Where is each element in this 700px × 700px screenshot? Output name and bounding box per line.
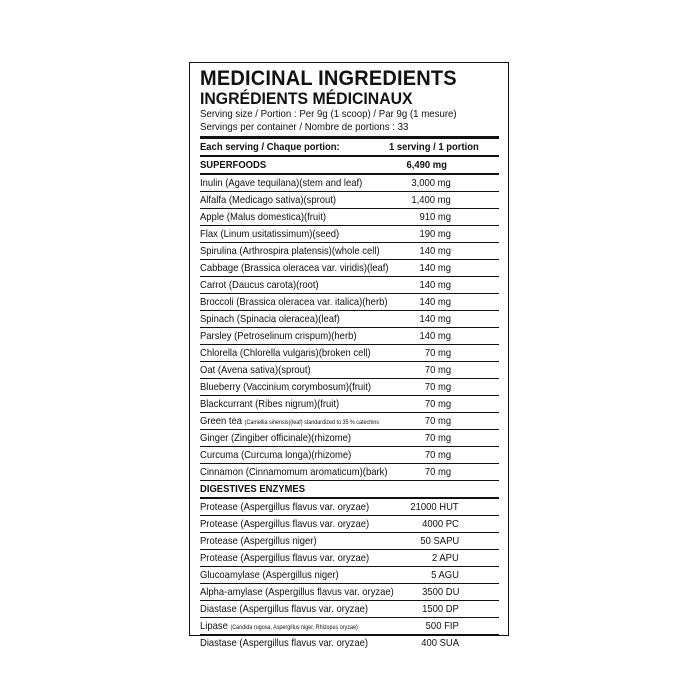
ingredient-name xyxy=(200,430,351,446)
ingredient-name xyxy=(200,447,351,463)
ingredient-name-text: Spirulina (Arthrospira platensis)(whole cell) xyxy=(200,245,380,257)
ingredient-name-text: Ginger (Zingiber officinale)(rhizome) xyxy=(200,432,352,444)
ingredient-amount: 5 AGU xyxy=(431,569,459,581)
ingredient-row xyxy=(200,209,499,226)
servings-per-container: Servings per container / Nombre de portions : 33 xyxy=(200,121,409,133)
ingredient-name-text: Carrot (Daucus carota)(root) xyxy=(200,279,319,291)
ingredient-name-text: Protease (Aspergillus flavus var. oryzae) xyxy=(200,518,370,530)
ingredient-name-text: Blackcurrant (Ribes nigrum)(fruit) xyxy=(200,398,340,410)
ingredient-amount: 50 SAPU xyxy=(420,535,459,547)
ingredient-amount: 3,000 mg xyxy=(411,177,451,189)
ingredient-name xyxy=(200,294,387,310)
ingredient-amount: 910 mg xyxy=(419,211,451,223)
ingredient-row xyxy=(200,464,499,481)
ingredient-name-text: Inulin (Agave tequilana)(stem and leaf) xyxy=(200,177,363,189)
superfoods-section-row xyxy=(200,157,499,175)
ingredient-row xyxy=(200,567,499,584)
ingredient-amount: 3500 DU xyxy=(421,586,459,598)
ingredients-label xyxy=(189,62,509,649)
ingredient-row xyxy=(200,447,499,464)
ingredient-row xyxy=(200,277,499,294)
superfoods-total: 6,490 mg xyxy=(406,159,447,171)
ingredient-name-text: Cabbage (Brassica oleracea var. viridis)(leaf) xyxy=(200,262,389,274)
ingredient-row xyxy=(200,584,499,601)
ingredient-name xyxy=(200,226,339,242)
ingredient-name xyxy=(200,584,394,600)
ingredient-name xyxy=(200,175,362,191)
ingredient-name xyxy=(200,379,371,395)
ingredient-amount: 1500 DP xyxy=(422,603,459,615)
ingredient-amount: 140 mg xyxy=(419,279,451,291)
ingredient-amount: 70 mg xyxy=(424,415,451,427)
ingredient-name xyxy=(200,396,339,412)
ingredient-name xyxy=(200,464,387,480)
ingredient-name-text: Diastase (Aspergillus flavus var. oryzae) xyxy=(200,603,369,615)
ingredient-name xyxy=(200,362,311,378)
ingredient-row xyxy=(200,499,499,516)
ingredient-name-text: Oat (Avena sativa)(sprout) xyxy=(200,364,311,376)
ingredient-name-text: Protease (Aspergillus niger) xyxy=(200,535,317,547)
ingredient-row xyxy=(200,601,499,618)
label-title: MEDICINAL INGREDIENTS xyxy=(200,66,457,90)
ingredient-row xyxy=(200,550,499,567)
ingredient-row xyxy=(200,413,499,430)
enzymes-label: DIGESTIVES ENZYMES xyxy=(200,483,306,495)
ingredient-name-text: Parsley (Petroselinum crispum)(herb) xyxy=(200,330,357,342)
ingredient-row xyxy=(200,516,499,533)
ingredient-row xyxy=(200,294,499,311)
ingredient-name xyxy=(200,209,326,225)
ingredient-name-text: Chlorella (Chlorella vulgaris)(broken cell) xyxy=(200,347,371,359)
ingredient-amount: 140 mg xyxy=(419,296,451,308)
superfoods-list xyxy=(200,175,499,481)
ingredient-row xyxy=(200,328,499,345)
ingredient-name-text: Alfalfa (Medicago sativa)(sprout) xyxy=(200,194,337,206)
ingredient-amount: 70 mg xyxy=(424,347,451,359)
ingredient-row xyxy=(200,260,499,277)
ingredient-amount: 70 mg xyxy=(424,381,451,393)
ingredient-amount: 70 mg xyxy=(424,432,451,444)
ingredient-name xyxy=(200,192,336,208)
ingredient-row xyxy=(200,226,499,243)
ingredient-name xyxy=(200,311,340,327)
ingredient-row xyxy=(200,396,499,413)
ingredient-name xyxy=(200,618,358,636)
ingredient-row xyxy=(200,362,499,379)
ingredient-row xyxy=(200,192,499,209)
ingredient-name-text: Spinach (Spinacia oleracea)(leaf) xyxy=(200,313,340,325)
ingredient-name xyxy=(200,635,368,651)
ingredient-name xyxy=(200,328,357,344)
ingredient-amount: 190 mg xyxy=(419,228,451,240)
ingredient-amount: 140 mg xyxy=(419,330,451,342)
ingredient-row xyxy=(200,175,499,192)
ingredient-name-text: Protease (Aspergillus flavus var. oryzae) xyxy=(200,552,370,564)
ingredient-name-text: Broccoli (Brassica oleracea var. italica)(herb) xyxy=(200,296,388,308)
ingredient-name-text: Apple (Malus domestica)(fruit) xyxy=(200,211,327,223)
ingredient-row xyxy=(200,243,499,260)
ingredient-name xyxy=(200,533,317,549)
ingredient-detail: (Camellia sinensis)(leaf) standardized to 35 % catechins xyxy=(244,420,380,426)
ingredient-name-text: Green tea xyxy=(200,415,243,427)
ingredient-row xyxy=(200,430,499,447)
serving-size: Serving size / Portion : Per 9g (1 scoop) / Par 9g (1 mesure) xyxy=(200,108,457,120)
ingredient-amount: 140 mg xyxy=(419,245,451,257)
ingredient-name xyxy=(200,260,389,276)
label-subtitle: INGRÉDIENTS MÉDICINAUX xyxy=(200,89,413,108)
superfoods-label: SUPERFOODS xyxy=(200,159,267,171)
ingredient-name xyxy=(200,499,369,515)
ingredient-row xyxy=(200,311,499,328)
ingredient-amount: 70 mg xyxy=(424,398,451,410)
ingredient-row xyxy=(200,379,499,396)
ingredient-amount: 1,400 mg xyxy=(411,194,451,206)
ingredient-amount: 70 mg xyxy=(424,449,451,461)
ingredient-amount: 4000 PC xyxy=(422,518,459,530)
ingredient-detail: (Candida rugosa, Aspergillus niger, Rhizopus oryzae) xyxy=(230,625,358,631)
ingredient-name xyxy=(200,516,369,532)
ingredient-amount: 21000 HUT xyxy=(410,501,459,513)
ingredient-row xyxy=(200,345,499,362)
ingredient-amount: 2 APU xyxy=(432,552,459,564)
ingredient-name-text: Curcuma (Curcuma longa)(rhizome) xyxy=(200,449,352,461)
serving-header-label: Each serving / Chaque portion: xyxy=(200,141,340,153)
ingredient-row xyxy=(200,635,499,651)
ingredient-amount: 140 mg xyxy=(419,262,451,274)
ingredient-name xyxy=(200,277,319,293)
ingredient-amount: 500 FIP xyxy=(425,620,459,632)
ingredient-amount: 140 mg xyxy=(419,313,451,325)
ingredient-name xyxy=(200,550,369,566)
ingredient-name-text: Blueberry (Vaccinium corymbosum)(fruit) xyxy=(200,381,372,393)
enzymes-list xyxy=(200,499,499,651)
ingredient-row xyxy=(200,618,499,635)
ingredient-name xyxy=(200,243,380,259)
ingredient-name-text: Cinnamon (Cinnamomum aromaticum)(bark) xyxy=(200,466,388,478)
ingredient-name-text: Protease (Aspergillus flavus var. oryzae) xyxy=(200,501,370,513)
ingredient-name xyxy=(200,601,368,617)
ingredient-name xyxy=(200,567,339,583)
ingredient-name-text: Lipase xyxy=(200,620,228,632)
ingredient-name-text: Diastase (Aspergillus flavus var. oryzae) xyxy=(200,637,369,649)
ingredient-amount: 70 mg xyxy=(424,364,451,376)
ingredient-name-text: Alpha-amylase (Aspergillus flavus var. oryzae) xyxy=(200,586,394,598)
ingredient-amount: 400 SUA xyxy=(421,637,459,649)
ingredient-amount: 70 mg xyxy=(424,466,451,478)
serving-header-row xyxy=(200,139,499,157)
ingredient-row xyxy=(200,533,499,550)
ingredient-name xyxy=(200,345,371,361)
ingredient-name xyxy=(200,413,379,431)
enzymes-section-row xyxy=(200,481,499,499)
serving-header-value: 1 serving / 1 portion xyxy=(389,141,479,153)
ingredient-name-text: Glucoamylase (Aspergillus niger) xyxy=(200,569,339,581)
ingredient-name-text: Flax (Linum usitatissimum)(seed) xyxy=(200,228,340,240)
